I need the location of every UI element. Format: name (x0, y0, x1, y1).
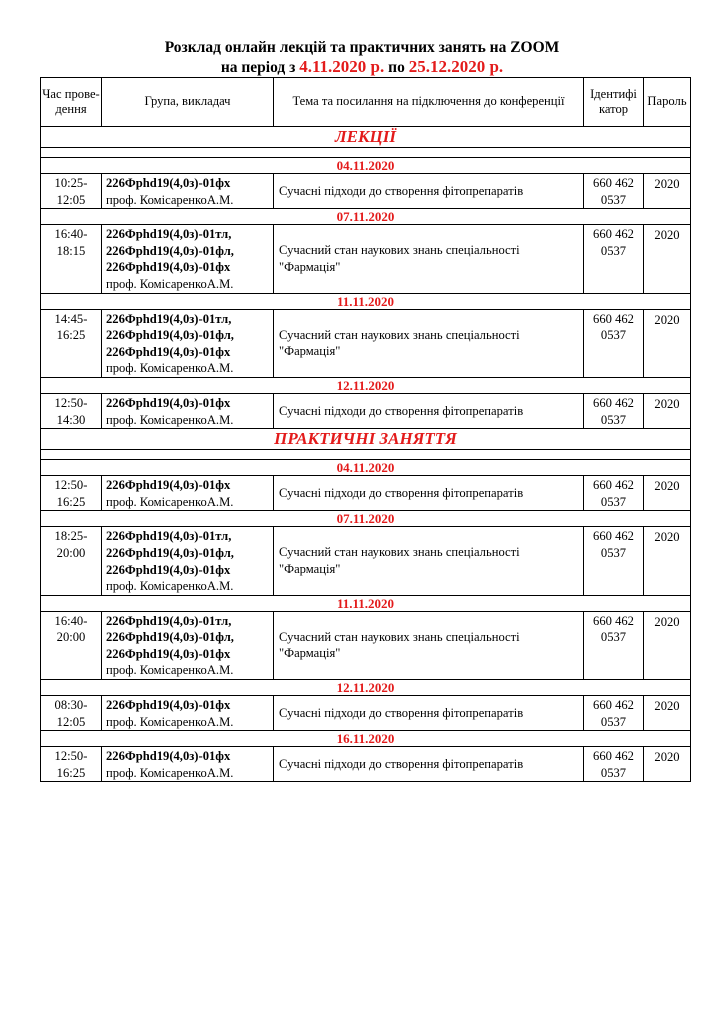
group-code: 226Фрhd19(4,0з)-01фх (106, 562, 231, 577)
time-cell (41, 696, 102, 731)
topic-line: "Фармація" (279, 344, 341, 359)
teacher-name: проф. КомісаренкоА.М. (106, 714, 234, 729)
date-cell: 04.11.2020 (41, 158, 691, 174)
group-code: 226Фрhd19(4,0з)-01фл, (106, 328, 234, 343)
group-code: 226Фрhd19(4,0з)-01фх (106, 478, 231, 493)
identifier-cell (584, 696, 644, 731)
topic-cell (274, 747, 584, 782)
topic-line: Сучасний стан наукових знань спеціальності (279, 629, 520, 644)
date-cell: 11.11.2020 (41, 595, 691, 611)
section-heading-row (41, 429, 691, 450)
header-time: Час прове-дення (41, 78, 102, 127)
group-code: 226Фрhd19(4,0з)-01фх (106, 646, 231, 661)
time-cell (41, 174, 102, 209)
time-cell (41, 527, 102, 595)
time-line: 18:15 (56, 243, 86, 258)
period-date-to: 25.12.2020 р. (408, 57, 504, 76)
identifier-line: 660 462 (593, 227, 634, 242)
identifier-line: 660 462 (593, 395, 634, 410)
group-code: 226Фрhd19(4,0з)-01фх (106, 260, 231, 275)
group-cell (102, 696, 274, 731)
group-cell (102, 393, 274, 428)
identifier-line: 660 462 (593, 478, 634, 493)
table-row (41, 696, 691, 731)
time-line: 12:50- (54, 478, 88, 493)
date-cell: 12.11.2020 (41, 680, 691, 696)
password-cell: 2020 (644, 476, 691, 511)
time-cell (41, 309, 102, 377)
password-cell: 2020 (644, 611, 691, 679)
identifier-cell (584, 309, 644, 377)
group-code: 226Фрhd19(4,0з)-01тл, (106, 227, 232, 242)
table-row (41, 393, 691, 428)
topic-cell (274, 225, 584, 293)
time-line: 20:00 (56, 630, 86, 645)
topic-line: Сучасні підходи до створення фітопрепаратів (279, 757, 524, 772)
teacher-name: проф. КомісаренкоА.М. (106, 663, 234, 678)
identifier-line: 0537 (600, 545, 627, 560)
topic-cell (274, 696, 584, 731)
header-group: Група, викладач (102, 78, 274, 127)
section-spacer (41, 148, 691, 158)
date-row (41, 158, 691, 174)
date-cell: 07.11.2020 (41, 511, 691, 527)
group-code: 226Фрhd19(4,0з)-01тл, (106, 529, 232, 544)
time-line: 16:40- (54, 227, 88, 242)
topic-line: Сучасні підходи до створення фітопрепаратів (279, 403, 524, 418)
topic-cell (274, 393, 584, 428)
table-body (41, 127, 691, 782)
identifier-cell (584, 527, 644, 595)
time-line: 14:30 (56, 412, 86, 427)
identifier-cell (584, 225, 644, 293)
group-code: 226Фрhd19(4,0з)-01фл, (106, 630, 234, 645)
table-row (41, 611, 691, 679)
time-line: 20:00 (56, 545, 86, 560)
section-heading-row (41, 127, 691, 148)
group-cell (102, 527, 274, 595)
table-row (41, 174, 691, 209)
time-cell (41, 747, 102, 782)
spacer-cell (41, 450, 691, 460)
header-identifier: Ідентифі катор (584, 78, 644, 127)
topic-cell (274, 527, 584, 595)
password-cell: 2020 (644, 696, 691, 731)
topic-line: Сучасний стан наукових знань спеціальності (279, 327, 520, 342)
teacher-name: проф. КомісаренкоА.М. (106, 276, 234, 291)
group-cell (102, 476, 274, 511)
time-line: 16:40- (54, 613, 88, 628)
password-cell: 2020 (644, 174, 691, 209)
date-row (41, 460, 691, 476)
header-password: Пароль (644, 78, 691, 127)
teacher-name: проф. КомісаренкоА.М. (106, 494, 234, 509)
topic-line: Сучасні підходи до створення фітопрепаратів (279, 485, 524, 500)
topic-line: Сучасні підходи до створення фітопрепаратів (279, 705, 524, 720)
group-cell (102, 747, 274, 782)
date-row (41, 209, 691, 225)
time-cell (41, 611, 102, 679)
identifier-line: 0537 (600, 630, 627, 645)
topic-line: "Фармація" (279, 562, 341, 576)
password-cell: 2020 (644, 309, 691, 377)
table-row (41, 225, 691, 293)
section-spacer (41, 450, 691, 460)
identifier-line: 660 462 (593, 176, 634, 190)
header-topic: Тема та посилання на підключення до конференції (274, 78, 584, 127)
group-code: 226Фрhd19(4,0з)-01фл, (106, 545, 234, 560)
date-cell: 16.11.2020 (41, 731, 691, 747)
group-cell (102, 309, 274, 377)
date-row (41, 511, 691, 527)
time-line: 16:25 (56, 328, 86, 343)
date-row (41, 680, 691, 696)
group-code: 226Фрhd19(4,0з)-01тл, (106, 613, 232, 628)
section-title: ПРАКТИЧНІ ЗАНЯТТЯ (41, 429, 691, 450)
identifier-line: 0537 (600, 714, 627, 729)
time-cell (41, 476, 102, 511)
date-row (41, 731, 691, 747)
identifier-line: 660 462 (593, 311, 634, 326)
table-row (41, 527, 691, 595)
topic-cell (274, 611, 584, 679)
teacher-name: проф. КомісаренкоА.М. (106, 361, 234, 376)
time-line: 08:30- (54, 698, 88, 713)
identifier-line: 0537 (600, 494, 627, 509)
time-cell (41, 225, 102, 293)
identifier-cell (584, 393, 644, 428)
schedule-table (40, 77, 691, 782)
identifier-line: 660 462 (593, 529, 634, 544)
topic-cell (274, 174, 584, 209)
date-cell: 07.11.2020 (41, 209, 691, 225)
time-cell (41, 393, 102, 428)
table-row (41, 309, 691, 377)
group-cell (102, 611, 274, 679)
date-cell: 12.11.2020 (41, 377, 691, 393)
date-row (41, 293, 691, 309)
topic-line: "Фармація" (279, 646, 341, 661)
teacher-name: проф. КомісаренкоА.М. (106, 192, 234, 207)
teacher-name: проф. КомісаренкоА.М. (106, 412, 234, 427)
period-line (0, 57, 724, 77)
topic-line: "Фармація" (279, 259, 341, 274)
group-code: 226Фрhd19(4,0з)-01фх (106, 698, 231, 713)
time-line: 10:25- (54, 176, 88, 190)
identifier-cell (584, 174, 644, 209)
identifier-line: 660 462 (593, 749, 634, 764)
table-row (41, 747, 691, 782)
table-header-row (41, 78, 691, 127)
document-title: Розклад онлайн лекцій та практичних занять на ZOOM (164, 39, 560, 56)
group-cell (102, 174, 274, 209)
time-line: 12:05 (56, 192, 86, 207)
date-row (41, 377, 691, 393)
group-code: 226Фрhd19(4,0з)-01тл, (106, 311, 232, 326)
table-row (41, 476, 691, 511)
period-date-from: 4.11.2020 р. (299, 57, 385, 76)
group-code: 226Фрhd19(4,0з)-01фх (106, 176, 231, 190)
time-line: 12:50- (54, 395, 88, 410)
period-prefix: на період з (220, 59, 300, 76)
identifier-line: 0537 (600, 328, 627, 343)
group-code: 226Фрhd19(4,0з)-01фх (106, 395, 231, 410)
password-cell: 2020 (644, 393, 691, 428)
spacer-cell (41, 148, 691, 158)
topic-cell (274, 309, 584, 377)
time-line: 12:50- (54, 749, 88, 764)
group-cell (102, 225, 274, 293)
password-cell: 2020 (644, 747, 691, 782)
identifier-line: 660 462 (593, 613, 634, 628)
identifier-line: 0537 (600, 765, 627, 780)
group-code: 226Фрhd19(4,0з)-01фх (106, 749, 231, 764)
date-row (41, 595, 691, 611)
group-code: 226Фрhd19(4,0з)-01фл, (106, 243, 234, 258)
group-code: 226Фрhd19(4,0з)-01фх (106, 344, 231, 359)
topic-line: Сучасні підходи до створення фітопрепаратів (279, 183, 524, 198)
identifier-cell (584, 747, 644, 782)
password-cell: 2020 (644, 225, 691, 293)
date-cell: 11.11.2020 (41, 293, 691, 309)
password-cell: 2020 (644, 527, 691, 595)
time-line: 14:45- (54, 311, 88, 326)
identifier-line: 660 462 (593, 698, 634, 713)
identifier-line: 0537 (600, 192, 627, 207)
identifier-cell (584, 611, 644, 679)
time-line: 12:05 (56, 714, 86, 729)
teacher-name: проф. КомісаренкоА.М. (106, 579, 234, 594)
identifier-line: 0537 (600, 243, 627, 258)
topic-line: Сучасний стан наукових знань спеціальності (279, 545, 520, 560)
period-mid: по (384, 59, 409, 76)
time-line: 16:25 (56, 765, 86, 780)
time-line: 18:25- (54, 529, 88, 544)
topic-line: Сучасний стан наукових знань спеціальності (279, 243, 520, 258)
identifier-line: 0537 (600, 412, 627, 427)
date-cell: 04.11.2020 (41, 460, 691, 476)
teacher-name: проф. КомісаренкоА.М. (106, 765, 234, 780)
topic-cell (274, 476, 584, 511)
section-title: ЛЕКЦІЇ (41, 127, 691, 148)
identifier-cell (584, 476, 644, 511)
time-line: 16:25 (56, 494, 86, 509)
